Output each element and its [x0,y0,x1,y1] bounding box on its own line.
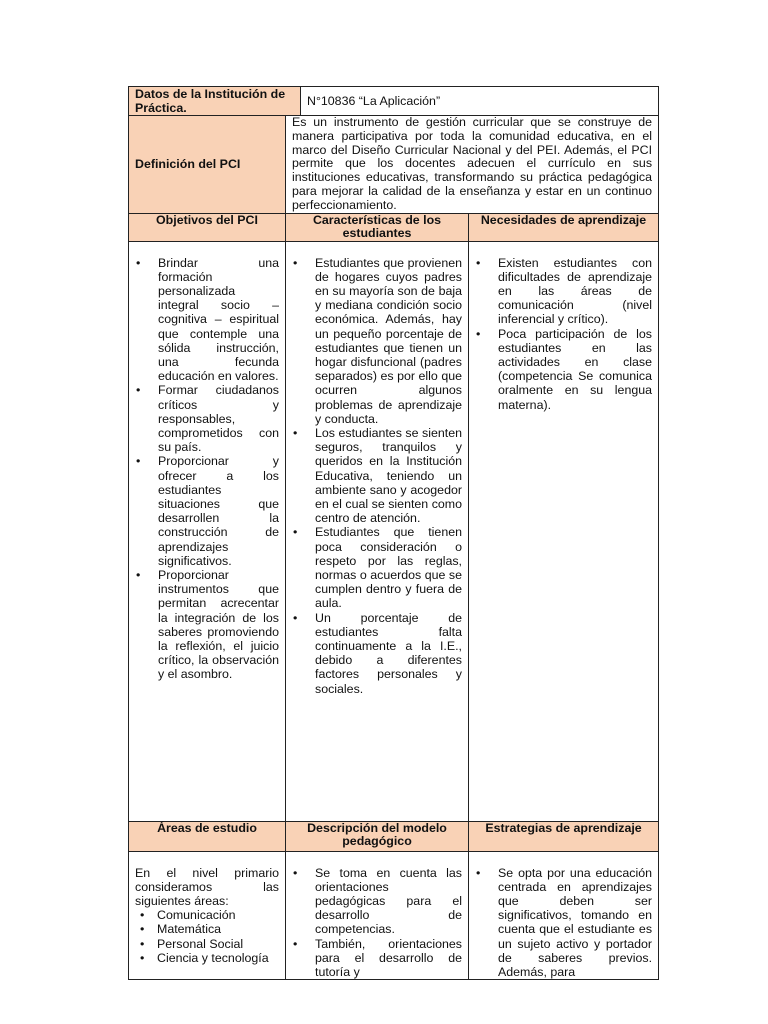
estrategias-list [469,866,658,980]
header-modelo: Descripción del modelo pedagógico [286,821,469,851]
list-item: • Proporcionar instrumentos que permitan acrecentar la integración de los saberes promoviendo la reflexión, el juicio crítico, la observación y el asombro. [129,568,285,682]
list-item: • Estudiantes que provienen de hogares cuyos padres en su mayoría son de baja y mediana condición socio económica. Además, hay un pequeño porcentaje de estudiantes que tienen un hogar disfuncional (padres separados) es por ello que ocurren algunos problemas de aprendizaje y conducta. [286,256,468,426]
list-item: • Ciencia y tecnología [129,951,285,965]
list-item: • Se toma en cuenta las orientaciones pedagógicas para el desarrollo de competencias. [286,866,468,937]
list-item: • También, orientaciones para el desarrollo de tutoría y [286,937,468,980]
header-areas: Áreas de estudio [129,821,286,851]
modelo-list [286,866,468,980]
list-item: • Los estudiantes se sienten seguros, tranquilos y queridos en la Institución Educativa, teniendo un ambiente sano y acogedor en el cual se sienten como centro de atención. [286,426,468,525]
list-item: • Un porcentaje de estudiantes falta continuamente a la I.E., debido a diferentes factores personales y sociales. [286,611,468,696]
list-item: • Comunicación [129,908,285,922]
list-item: • Brindar una formación personalizada integral socio – cognitiva – espiritual que contemple una sólida instrucción, una fecunda educación en valores. [129,256,285,384]
areas-cell [129,851,286,980]
list-item: • Formar ciudadanos críticos y responsables, comprometidos con su país. [129,383,285,454]
pci-table [128,86,659,980]
caracteristicas-cell [286,241,469,821]
header-necesidades: Necesidades de aprendizaje [469,213,659,241]
pci-label: Definición del PCI [129,116,286,214]
list-item: • Existen estudiantes con dificultades de aprendizaje en las áreas de comunicación (nivel inferencial y crítico). [469,256,658,327]
areas-list [129,908,285,965]
necesidades-cell [469,241,659,821]
necesidades-list [469,256,658,412]
pci-document [128,86,658,980]
institution-label: Datos de la Institución de Práctica. [129,87,301,116]
institution-value: N°10836 “La Aplicación” [301,87,659,116]
objetivos-cell [129,241,286,821]
list-item: • Se opta por una educación centrada en aprendizajes que deben ser significativos, tomando en cuenta que el estudiante es un sujeto activo y portador de saberes previos. Además, para [469,866,658,980]
header-estrategias: Estrategias de aprendizaje [469,821,659,851]
list-item: • Poca participación de los estudiantes en las actividades en clase (competencia Se comunica oralmente en su lengua materna). [469,327,658,412]
caracteristicas-list [286,256,468,696]
header-objetivos: Objetivos del PCI [129,213,286,241]
areas-intro: En el nivel primario consideramos las siguientes áreas: [135,865,279,908]
list-item: • Estudiantes que tienen poca consideración o respeto por las reglas, normas o acuerdos que se cumplen dentro y fuera de aula. [286,525,468,610]
pci-definition: Es un instrumento de gestión curricular que se construye de manera participativa por toda la comunidad educativa, en el marco del Diseño Curricular Nacional y del PEI. Además, el PCI permite que los docentes adecuen el currículo en sus instituciones educativas, transformando su práctica pedagógica para mejorar la calidad de la enseñanza y estar en un continuo perfeccionamiento. [286,116,659,214]
objetivos-list [129,256,285,682]
list-item: • Personal Social [129,937,285,951]
modelo-cell [286,851,469,980]
estrategias-cell [469,851,659,980]
list-item: • Matemática [129,922,285,936]
header-caracteristicas: Características de los estudiantes [286,213,469,241]
list-item: • Proporcionar y ofrecer a los estudiantes situaciones que desarrollen la construcción de aprendizajes significativos. [129,454,285,568]
